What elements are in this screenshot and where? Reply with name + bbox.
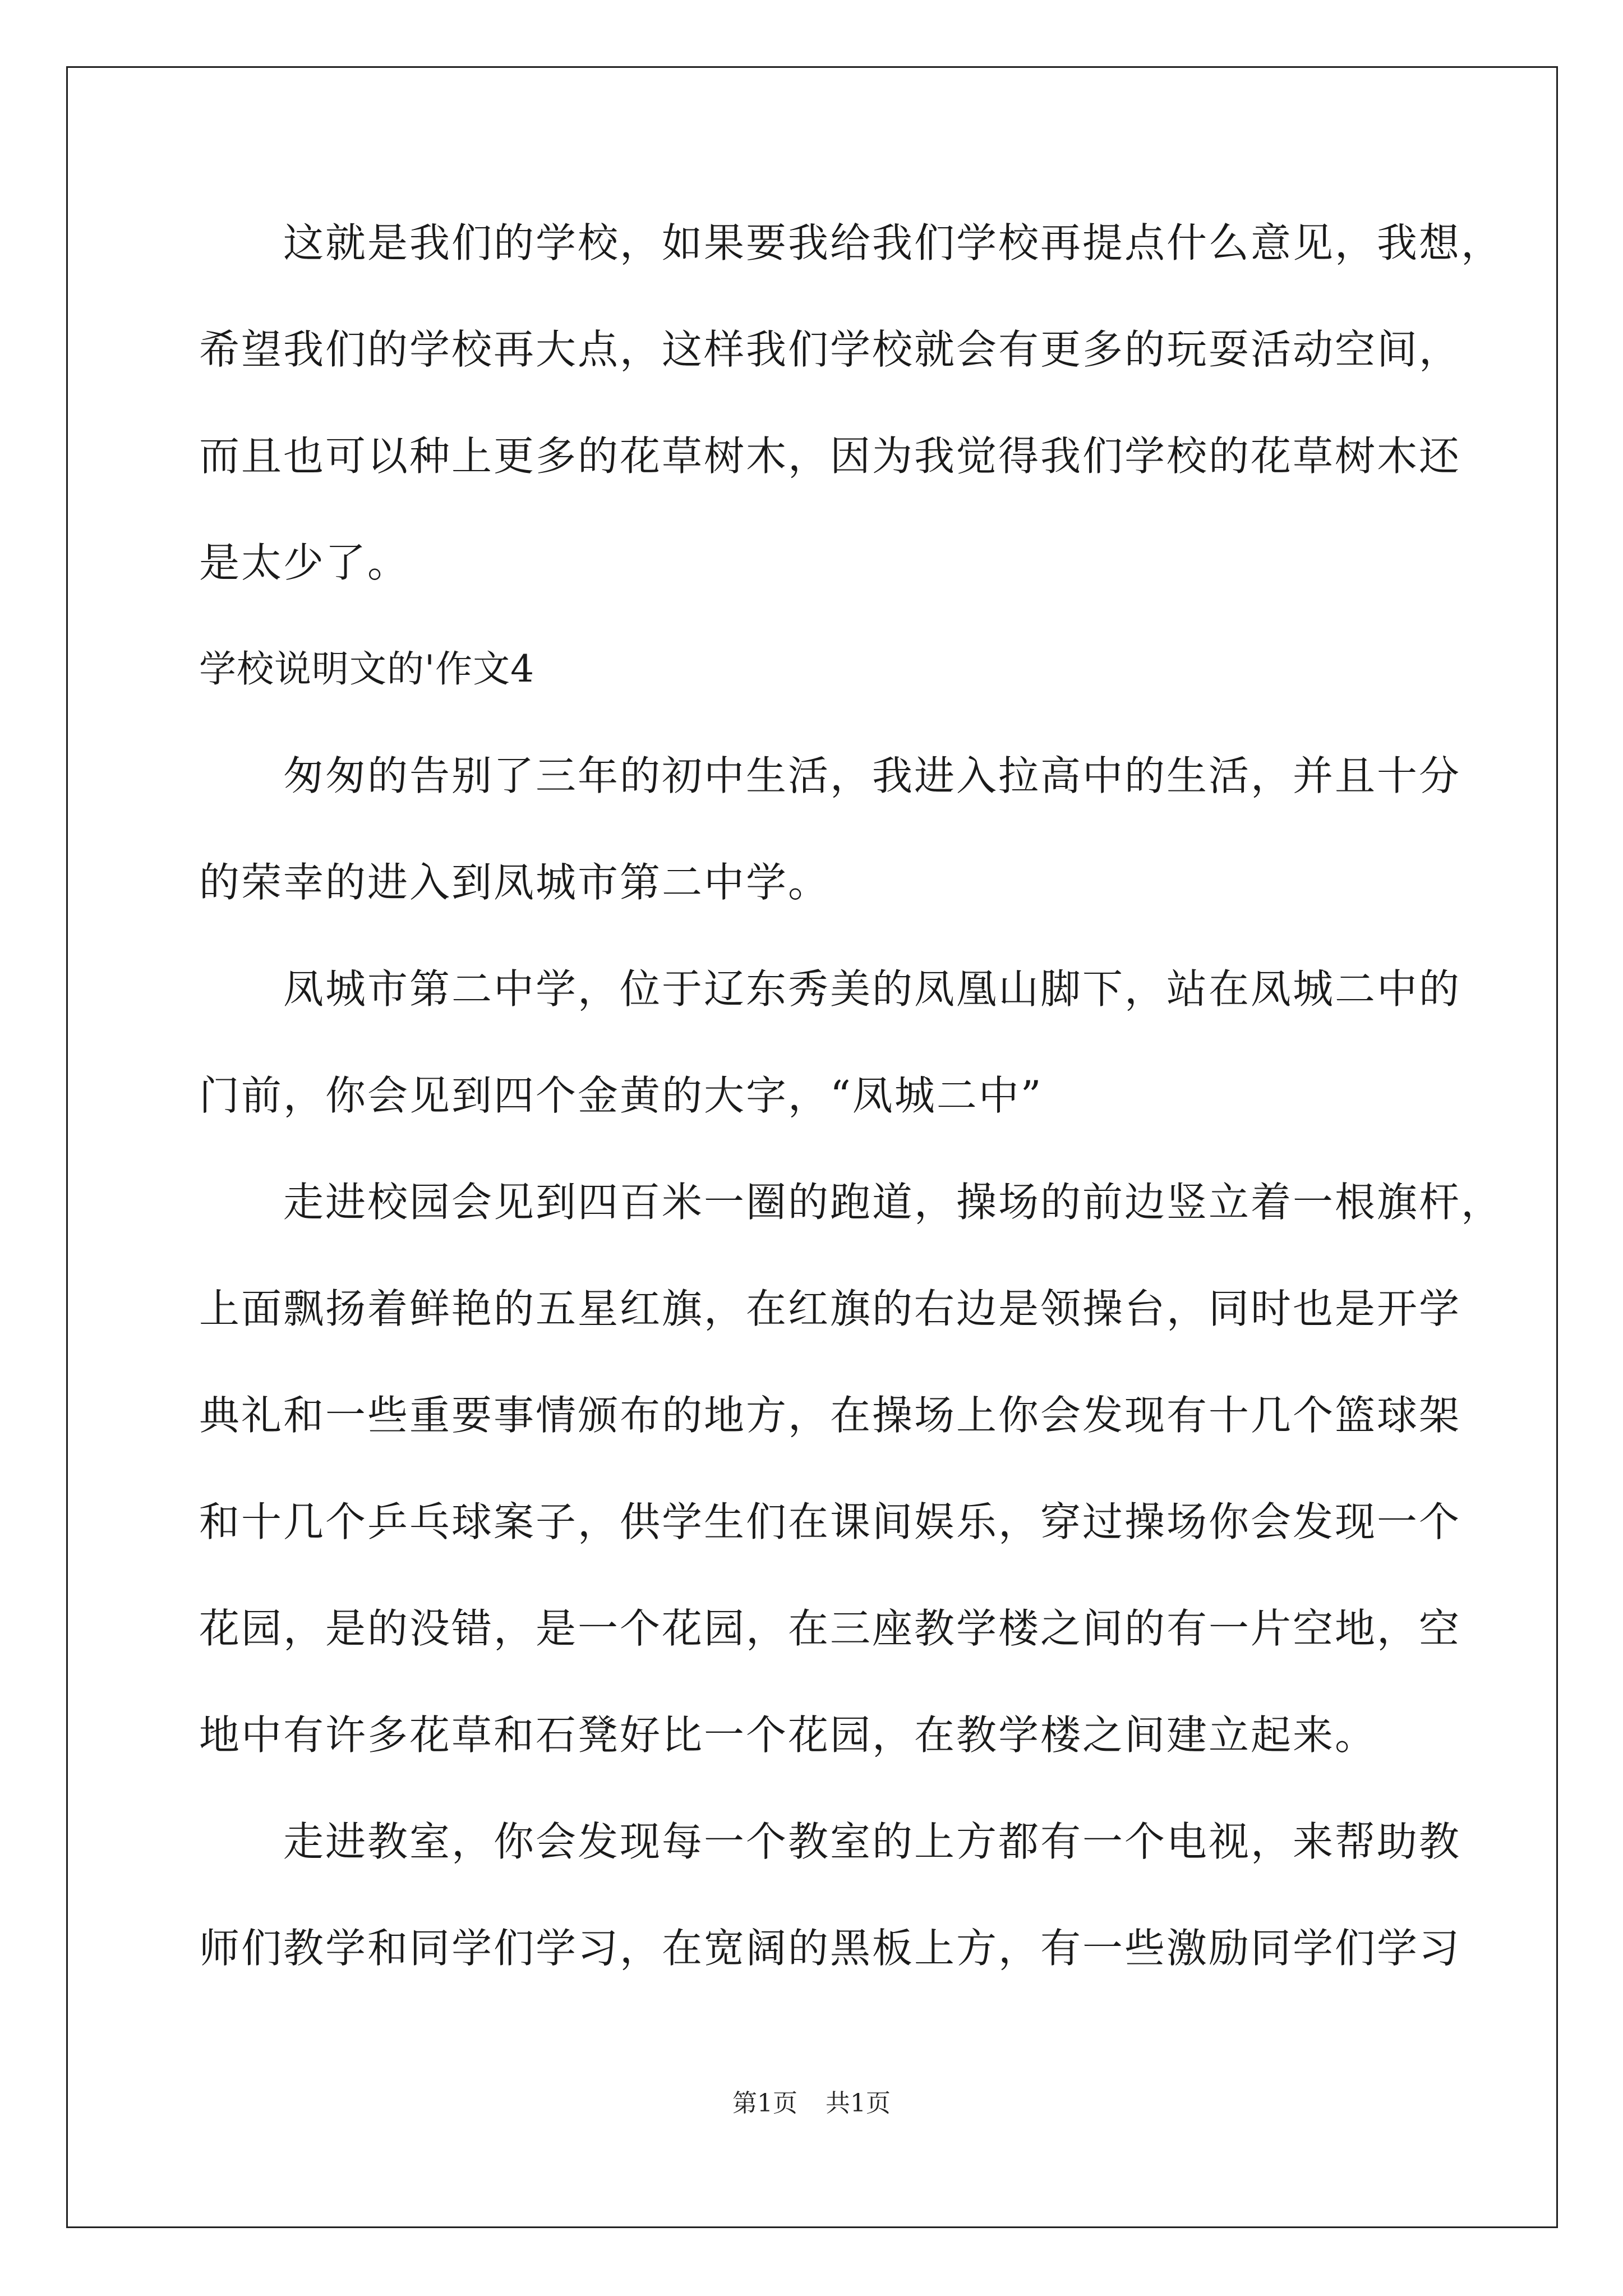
paragraph-line: 是太少了。 (199, 539, 410, 586)
paragraph-line: 典礼和一些重要事情颁布的地方，在操场上你会发现有十几个篮球架 (199, 1392, 1461, 1439)
page-footer (0, 2087, 1623, 2120)
paragraph-line: 和十几个乒乓球案子，供学生们在课间娱乐，穿过操场你会发现一个 (199, 1498, 1461, 1545)
paragraph-line: 门前，你会见到四个金黄的大字，“凤城二中” (199, 1072, 1043, 1119)
section-heading: 学校说明文的'作文4 (199, 647, 535, 691)
paragraph-line: 而且也可以种上更多的花草树木，因为我觉得我们学校的花草树木还 (199, 432, 1461, 480)
paragraph-line: 走进教室，你会发现每一个教室的上方都有一个电视，来帮助教 (283, 1818, 1461, 1865)
paragraph-line: 走进校园会见到四百米一圈的跑道，操场的前边竖立着一根旗杆， (283, 1179, 1504, 1226)
paragraph-line: 匆匆的告别了三年的初中生活，我进入拉高中的生活，并且十分 (283, 752, 1461, 799)
page-total: 共1页 (826, 2089, 891, 2118)
paragraph-line: 这就是我们的学校，如果要我给我们学校再提点什么意见，我想， (283, 219, 1504, 266)
paragraph-line: 的荣幸的进入到凤城市第二中学。 (199, 859, 831, 906)
paragraph-line: 地中有许多花草和石凳好比一个花园，在教学楼之间建立起来。 (199, 1711, 1377, 1759)
paragraph-line: 师们教学和同学们学习，在宽阔的黑板上方，有一些激励同学们学习 (199, 1925, 1461, 1972)
paragraph-line: 希望我们的学校再大点，这样我们学校就会有更多的玩耍活动空间， (199, 326, 1461, 373)
paragraph-line: 凤城市第二中学，位于辽东秀美的凤凰山脚下，站在凤城二中的 (283, 965, 1461, 1013)
paragraph-line: 花园，是的没错，是一个花园，在三座教学楼之间的有一片空地，空 (199, 1605, 1461, 1652)
page-border (66, 66, 1558, 2228)
paragraph-line: 上面飘扬着鲜艳的五星红旗，在红旗的右边是领操台，同时也是开学 (199, 1285, 1461, 1332)
page-number: 第1页 (732, 2089, 797, 2118)
